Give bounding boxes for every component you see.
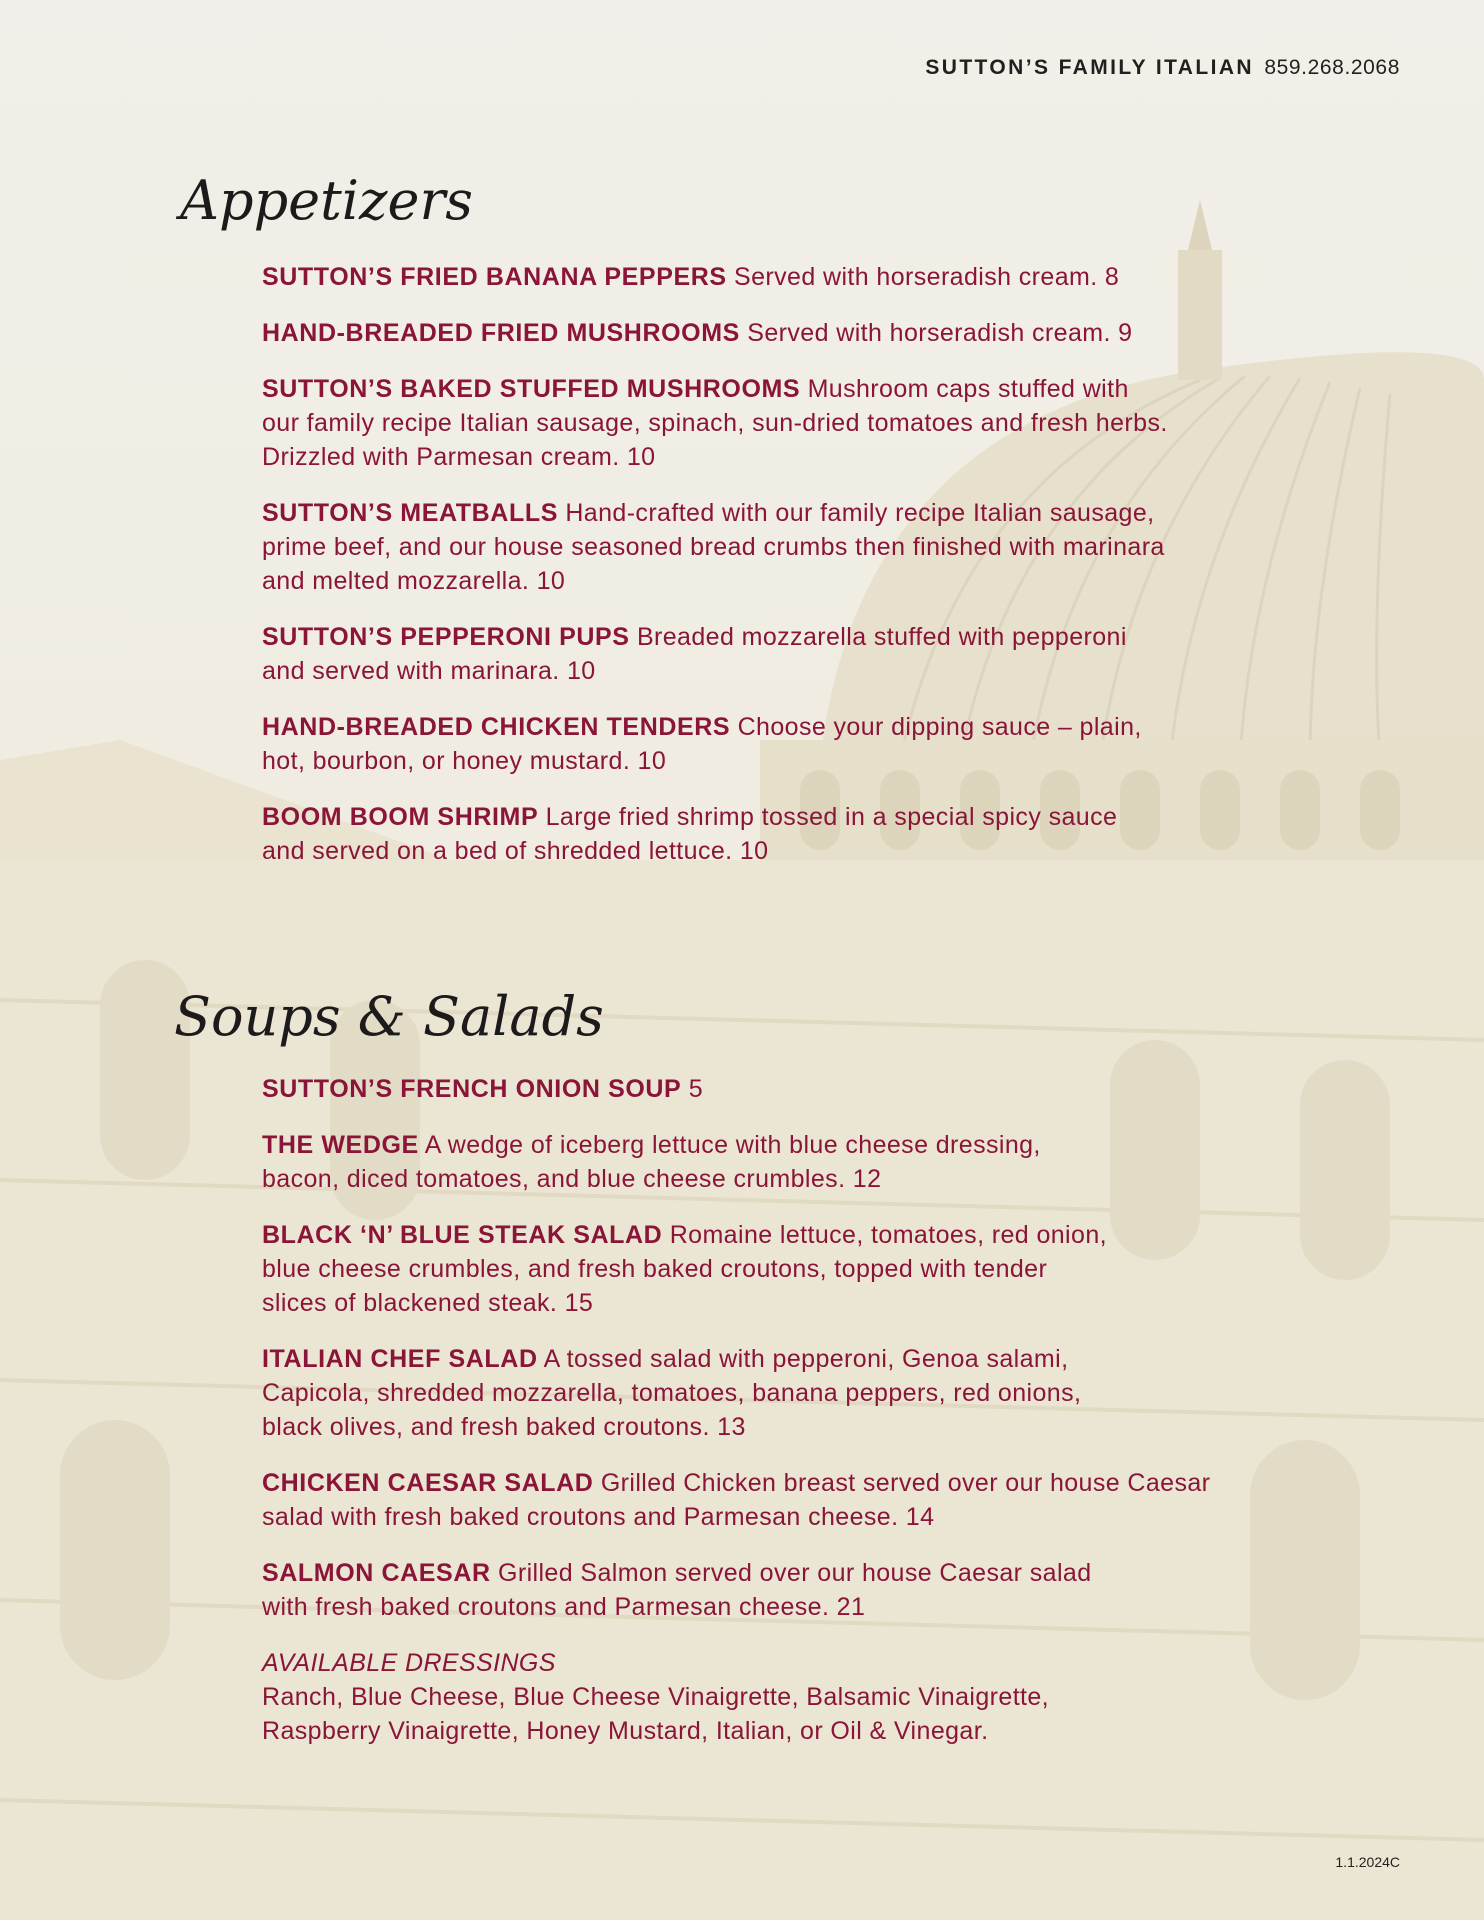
menu-item-name: SUTTON’S BAKED STUFFED MUSHROOMS [262,375,801,403]
dressings-heading: AVAILABLE DRESSINGS [262,1649,556,1677]
menu-item-desc-line: blue cheese crumbles, and fresh baked croutons, topped with tender [262,1255,1048,1283]
menu-item [262,800,1372,868]
menu-item-name: THE WEDGE [262,1131,419,1159]
menu-item [262,710,1372,778]
soups-salads-list [262,1072,1372,1748]
menu-item-name: SUTTON’S MEATBALLS [262,499,558,527]
menu-item-name: CHICKEN CAESAR SALAD [262,1469,594,1497]
menu-item-desc: Mushroom caps stuffed with [807,375,1129,403]
menu-item-name: BLACK ‘N’ BLUE STEAK SALAD [262,1221,663,1249]
menu-item-desc-line: prime beef, and our house seasoned bread crumbs then finished with marinara [262,533,1165,561]
menu-item-desc-line: bacon, diced tomatoes, and blue cheese crumbles. 12 [262,1165,882,1193]
menu-item-desc: Breaded mozzarella stuffed with pepperoni [636,623,1127,651]
menu-item-desc-line: hot, bourbon, or honey mustard. 10 [262,747,667,775]
menu-item [262,372,1372,474]
menu-item-desc: Served with horseradish cream. 8 [734,263,1120,291]
restaurant-header [925,56,1400,80]
menu-item [262,1342,1372,1444]
menu-item-name: SUTTON’S PEPPERONI PUPS [262,623,630,651]
soups-salads-title: Soups & Salads [174,985,604,1048]
menu-item-desc-line: salad with fresh baked croutons and Parmesan cheese. 14 [262,1503,935,1531]
menu-item-desc: Hand-crafted with our family recipe Italian sausage, [565,499,1155,527]
menu-item-desc: Grilled Chicken breast served over our house Caesar [600,1469,1211,1497]
menu-item-desc: A tossed salad with pepperoni, Genoa salami, [543,1345,1069,1373]
dressings-block [262,1646,1372,1748]
menu-item-desc-line: black olives, and fresh baked croutons. 13 [262,1413,746,1441]
menu-item-desc-line: Capicola, shredded mozzarella, tomatoes, banana peppers, red onions, [262,1379,1082,1407]
menu-item [262,1072,1372,1106]
menu-item-desc-line: and melted mozzarella. 10 [262,567,566,595]
restaurant-phone: 859.268.2068 [1264,56,1400,79]
menu-version-code: 1.1.2024C [1335,1854,1400,1870]
menu-item-desc-line: with fresh baked croutons and Parmesan cheese. 21 [262,1593,866,1621]
menu-item-name: HAND-BREADED FRIED MUSHROOMS [262,319,740,347]
menu-item [262,620,1372,688]
appetizers-title: Appetizers [180,169,473,232]
menu-item-name: BOOM BOOM SHRIMP [262,803,539,831]
menu-item-desc-line: slices of blackened steak. 15 [262,1289,594,1317]
menu-item [262,1218,1372,1320]
menu-item-name: HAND-BREADED CHICKEN TENDERS [262,713,731,741]
menu-item [262,1556,1372,1624]
menu-item-desc: Served with horseradish cream. 9 [747,319,1133,347]
menu-item-desc: Choose your dipping sauce – plain, [737,713,1142,741]
menu-item-desc: Grilled Salmon served over our house Caesar salad [498,1559,1092,1587]
menu-item-name: SALMON CAESAR [262,1559,491,1587]
dressings-list-line: Raspberry Vinaigrette, Honey Mustard, Italian, or Oil & Vinegar. [262,1717,989,1745]
menu-item-name: SUTTON’S FRIED BANANA PEPPERS [262,263,727,291]
menu-item-desc: Romaine lettuce, tomatoes, red onion, [669,1221,1107,1249]
menu-item-desc-line: our family recipe Italian sausage, spinach, sun-dried tomatoes and fresh herbs. [262,409,1168,437]
menu-item-desc: 5 [688,1075,704,1103]
dressings-list-line: Ranch, Blue Cheese, Blue Cheese Vinaigrette, Balsamic Vinaigrette, [262,1683,1050,1711]
menu-item [262,260,1372,294]
menu-item [262,1128,1372,1196]
menu-item-desc: Large fried shrimp tossed in a special spicy sauce [545,803,1118,831]
menu-item [262,496,1372,598]
menu-item-desc-line: and served with marinara. 10 [262,657,596,685]
menu-item-name: SUTTON’S FRENCH ONION SOUP [262,1075,682,1103]
restaurant-name: SUTTON’S FAMILY ITALIAN [925,56,1254,79]
menu-item-desc: A wedge of iceberg lettuce with blue cheese dressing, [424,1131,1041,1159]
menu-item [262,316,1372,350]
menu-item-desc-line: and served on a bed of shredded lettuce. 10 [262,837,769,865]
menu-item [262,1466,1372,1534]
appetizers-list [262,260,1372,890]
menu-item-name: ITALIAN CHEF SALAD [262,1345,538,1373]
menu-item-desc-line: Drizzled with Parmesan cream. 10 [262,443,656,471]
